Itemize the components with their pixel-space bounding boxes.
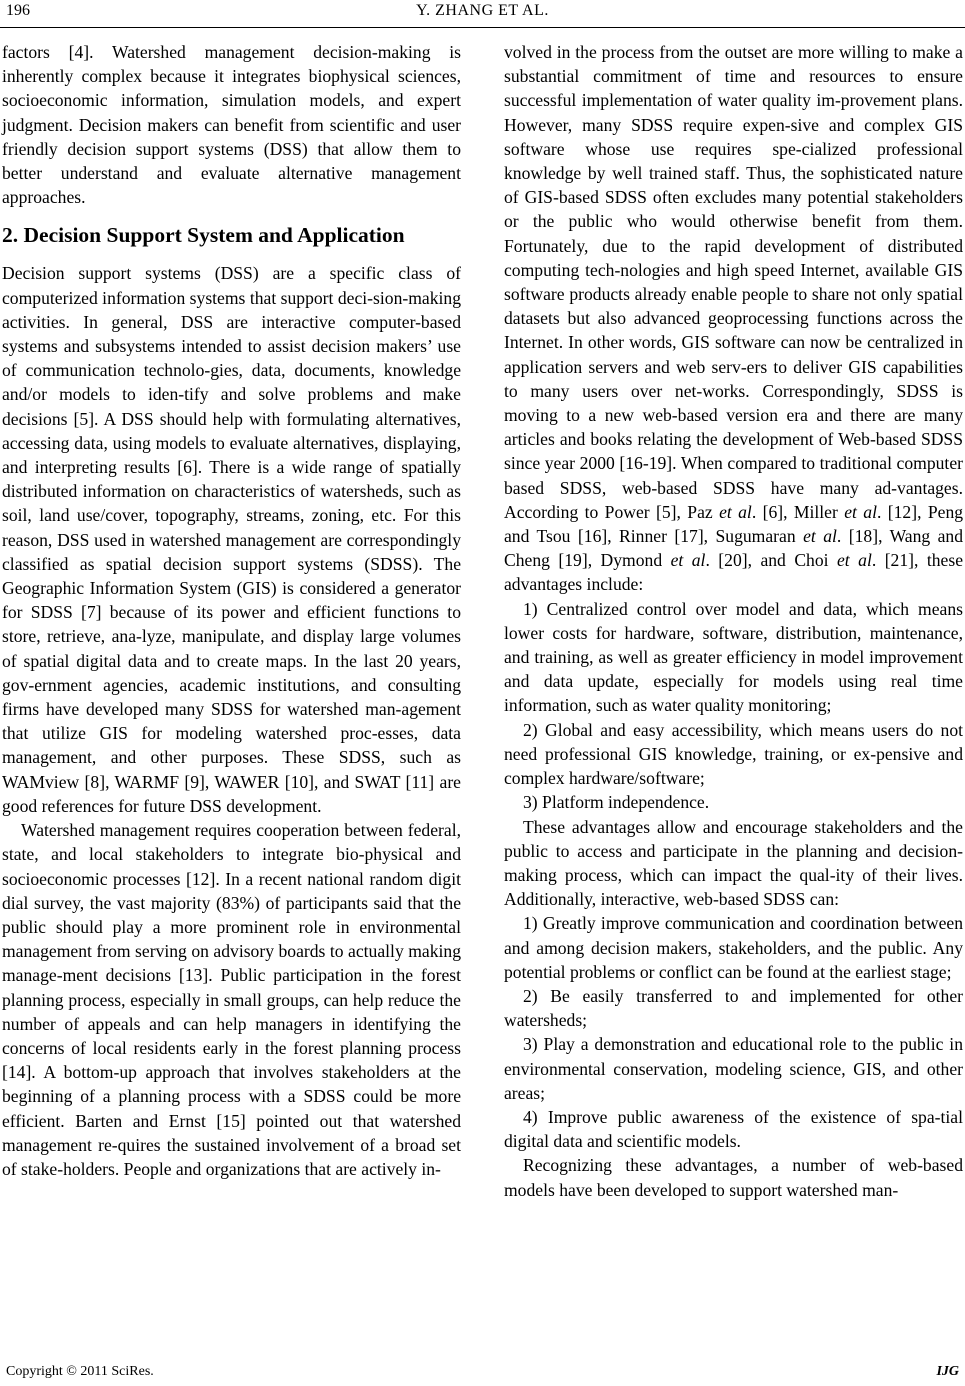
etal-italic: et al (670, 550, 706, 571)
text-run: . [6], Miller (751, 501, 845, 522)
page-footer (0, 1364, 965, 1384)
list-item: 3) Platform independence. (523, 792, 710, 813)
list-item: 1) Greatly improve communication and coordination between and among decision makers, stakeholders, and the public. Any potential problems or conflict can be found at the earliest stage; (504, 913, 963, 982)
paragraph (504, 40, 963, 597)
text-run: volved in the process from the outset are more willing to make a substantial commitment of time and resources to ensure successful implementation of water quality im-provement plans. However, many SDSS require expen-sive and complex GIS software whose use requires spe-cialized professional knowledge by well trained staff. Thus, the sophisticated nature of GIS-based SDSS often excludes many potential stakeholders or the public who would otherwise benefit from them. Fortunately, due to the rapid development of distributed computing tech-nologies and high speed Internet, available GIS software products already enable people to share not only spatial datasets but also advanced geoprocessing functions across the Internet. In other words, GIS software can now be centralized in application servers and web serv-ers to deliver GIS capabilities to many users over net-works. Correspondingly, SDSS is moving to a new web-based version era and there are many articles and books relating the development of Web-based SDSS since year 2000 [16-19]. When compared to traditional computer based SDSS, web-based SDSS have many ad-vantages. According to Power [5], Paz (504, 42, 963, 522)
list-item: 4) Improve public awareness of the existence of spa-tial digital data and scientific models. (504, 1106, 963, 1152)
page-number: 196 (6, 2, 30, 19)
etal-italic: et al (803, 526, 837, 547)
left-column (2, 40, 461, 1181)
list-item: 1) Centralized control over model and data, which means lower costs for hardware, software, distribution, maintenance, and training, as well as greater efficiency in model improvement and data update, especially for models using real time information, such as water quality monitoring; (504, 598, 963, 716)
paragraph: These advantages allow and encourage stakeholders and the public to access and participate in the planning and decision-making process, which can impact the qual-ity of their lives. Additionally, interactive, web-based SDSS can: (504, 816, 963, 910)
copyright-notice: Copyright © 2011 SciRes. (6, 1364, 154, 1379)
right-column (504, 40, 963, 1202)
header-rule (0, 27, 965, 28)
text-run: . [20], and Choi (705, 550, 837, 571)
list-item: 2) Global and easy accessibility, which means users do not need professional GIS knowledge, training, or ex-pensive and complex hardware/software; (504, 719, 963, 789)
text-run: . [21], these advantages include: (504, 550, 964, 595)
running-head: Y. ZHANG ET AL. (416, 2, 549, 19)
etal-italic: et al (837, 550, 872, 571)
section-heading: 2. Decision Support System and Application (2, 223, 405, 248)
etal-italic: et al (719, 501, 752, 522)
journal-abbreviation: IJG (936, 1364, 959, 1379)
etal-italic: et al (844, 501, 877, 522)
paragraph: Decision support systems (DSS) are a specific class of computerized information systems that support deci-sion-making activities. In general, DSS are interactive computer-based systems and subsystems intended to assist decision makers’ use of communication technolo-gies, data, documents, knowledge and/or models to iden-tify and solve problems and make decisions [5]. A DSS should help with formulating alternatives, accessing data, using models to evaluate alternatives, displaying, and interpreting results [6]. There is a wide range of spatially distributed information on characteristics of watersheds, such as soil, land use/cover, topography, streams, zoning, etc. For this reason, DSS used in watershed management are correspondingly classified as spatial decision support systems (SDSS). The Geographic Information System (GIS) is considered a generator for SDSS [7] because of its power and efficient functions to store, retrieve, ana-lyze, manipulate, and display large volumes of spatial digital data and to create maps. In the last 20 years, gov-ernment agencies, academic institutions, and consulting firms have developed many SDSS for watershed man-agement that utilize GIS for modeling watershed proc-esses, data management, and other purposes. These SDSS, such as WAMview [8], WARMF [9], WAWER [10], and SWAT [11] are good references for future DSS development. (2, 263, 461, 816)
page-header (0, 0, 965, 30)
paragraph: factors [4]. Watershed management decision-making is inherently complex because it integrates biophysical sciences, socioeconomic information, simulation models, and expert judgment. Decision makers can benefit from scientific and user friendly decision support systems (DSS) that allow them to better understand and evaluate alternative management approaches. (2, 42, 461, 208)
text-run: . [18], Wang and Cheng [19], Dymond (504, 526, 964, 571)
paragraph: Recognizing these advantages, a number of web-based models have been developed to support watershed man- (504, 1155, 963, 1200)
paragraph: Watershed management requires cooperation between federal, state, and local stakeholders to integrate bio-physical and socioeconomic processes [12]. In a recent national random digit dial survey, the vast majority (83%) of participants said that the public should play a more prominent role in environmental management from serving on advisory boards to actually making manage-ment decisions [13]. Public participation in the forest planning process, especially in small groups, can help reduce the number of appeals and can help managers in identifying the concerns of local residents early in the forest planning process [14]. A bottom-up approach that involves stakeholders at the beginning of a planning process with a SDSS could be more efficient. Barten and Ernst [15] pointed out that watershed management re-quires the sustained involvement of a broad set of stake-holders. People and organizations that are actively in- (2, 820, 461, 1179)
text-run: . [12], Peng and Tsou [16], Rinner [17], Sugumaran (504, 501, 964, 547)
list-item: 3) Play a demonstration and educational role to the public in environmental conservation, modeling science, GIS, and other areas; (504, 1034, 963, 1103)
list-item: 2) Be easily transferred to and implemented for other watersheds; (504, 985, 963, 1031)
